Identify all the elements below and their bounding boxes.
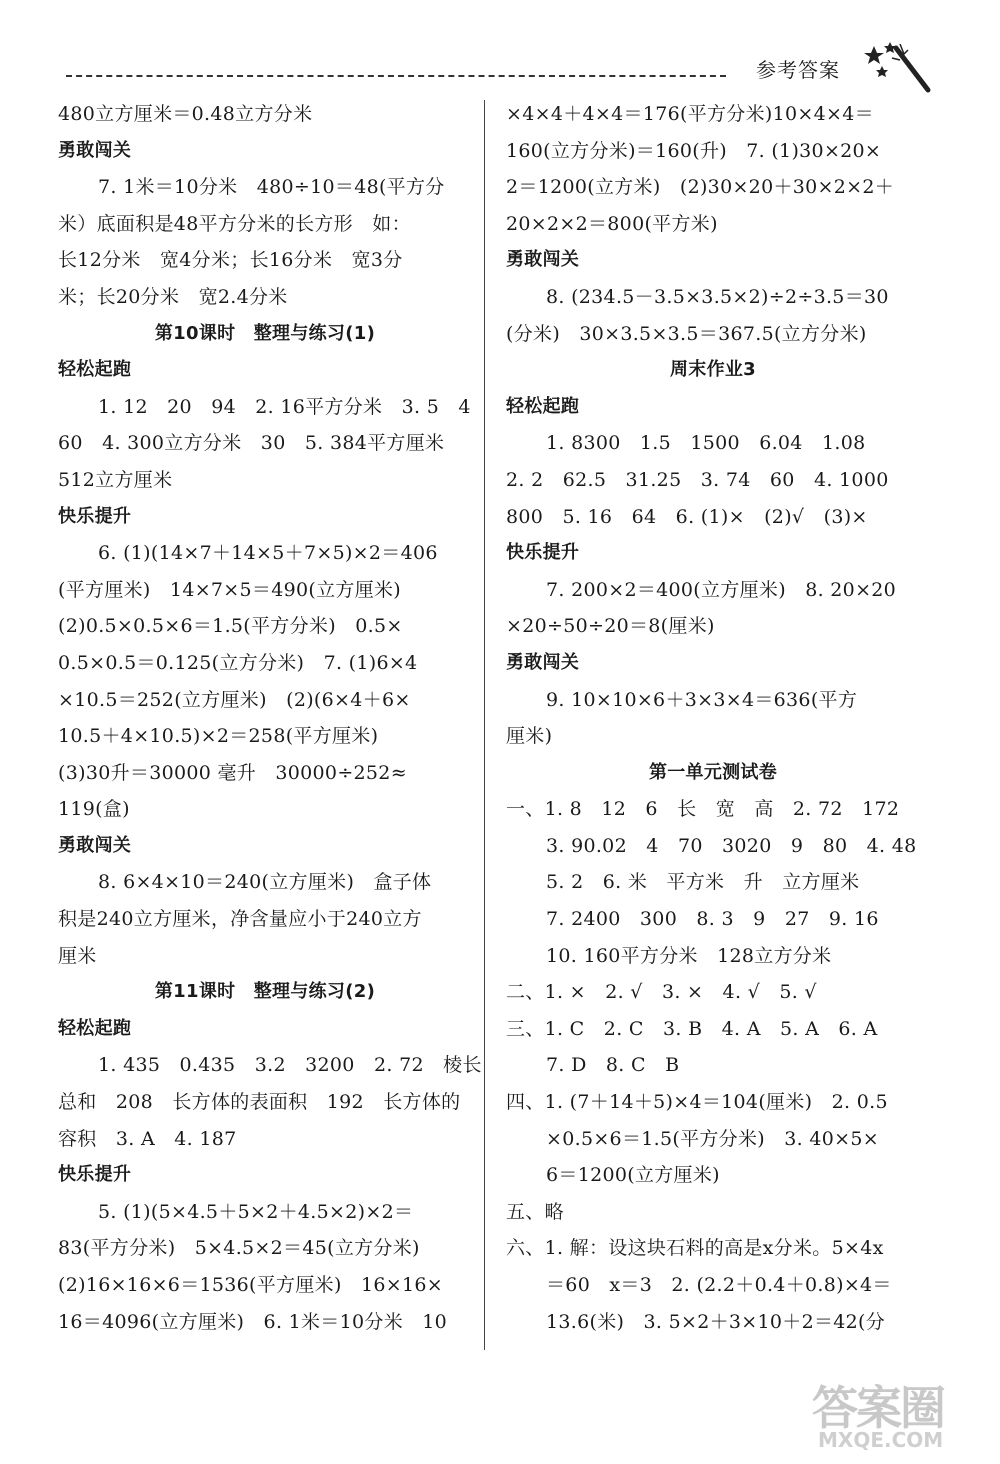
lesson-title: 周末作业3 xyxy=(669,359,757,381)
answer-line: 二、1. × 2. √ 3. × 4. √ 5. √ xyxy=(506,981,817,1004)
answer-line: 1. 435 0.435 3.2 3200 2. 72 棱长 xyxy=(98,1054,482,1077)
answer-line: 480立方厘米＝0.48立方分米 xyxy=(58,103,313,125)
answer-line: 容积 3. A 4. 187 xyxy=(58,1127,237,1150)
section-heading: 勇敢闯关 xyxy=(58,834,132,856)
answer-line: 5. (1)(5×4.5＋5×2＋4.5×2)×2＝ xyxy=(98,1200,414,1223)
section-heading: 轻松起跑 xyxy=(506,395,580,417)
answer-line: 9. 10×10×6＋3×3×4＝636(平方 xyxy=(546,688,858,711)
answer-line: 10.5＋4×10.5)×2＝258(平方厘米) xyxy=(58,725,379,748)
answer-line: 160(立方分米)＝160(升) 7. (1)30×20× xyxy=(506,139,882,162)
answer-line: 60 4. 300立方分米 30 5. 384平方厘米 xyxy=(58,432,445,455)
lesson-title: 第11课时 整理与练习(2) xyxy=(154,981,376,1003)
answer-line: 512立方厘米 xyxy=(58,468,173,491)
page-header xyxy=(66,40,946,100)
answer-line: 83(平方分米) 5×4.5×2＝45(立方分米) xyxy=(58,1237,420,1260)
section-heading: 轻松起跑 xyxy=(58,1017,132,1039)
answer-line: (平方厘米) 14×7×5＝490(立方厘米) xyxy=(58,578,402,601)
magic-wand-icon xyxy=(856,40,946,100)
section-heading: 快乐提升 xyxy=(58,1164,132,1186)
section-heading: 快乐提升 xyxy=(506,542,580,564)
section-heading: 快乐提升 xyxy=(58,505,132,527)
section-heading: 轻松起跑 xyxy=(58,359,132,381)
answer-line: 16＝4096(立方厘米) 6. 1米＝10分米 10 xyxy=(58,1310,448,1333)
answer-line: 7. 200×2＝400(立方厘米) 8. 20×20 xyxy=(546,578,897,601)
answer-line: 10. 160平方分米 128立方分米 xyxy=(546,944,832,967)
answer-line: 1. 12 20 94 2. 16平方分米 3. 5 4 xyxy=(98,395,471,418)
answer-line: 长12分米 宽4分米；长16分米 宽3分 xyxy=(58,249,403,272)
answer-line: 总和 208 长方体的表面积 192 长方体的 xyxy=(58,1091,461,1114)
left-column xyxy=(58,96,482,1340)
watermark-logo xyxy=(812,1372,982,1457)
answer-line: 6. (1)(14×7＋14×5＋7×5)×2＝406 xyxy=(98,542,438,565)
answer-line: 米；长20分米 宽2.4分米 xyxy=(58,285,288,308)
answer-line: ×0.5×6＝1.5(平方分米) 3. 40×5× xyxy=(546,1127,879,1150)
answer-line: ×10.5＝252(立方厘米) (2)(6×4＋6× xyxy=(58,688,411,711)
answer-line: 6＝1200(立方厘米) xyxy=(546,1164,720,1187)
section-heading: 勇敢闯关 xyxy=(506,651,580,673)
answer-line: (3)30升＝30000 毫升 30000÷252≈ xyxy=(58,761,407,784)
answer-line: 0.5×0.5＝0.125(立方分米) 7. (1)6×4 xyxy=(58,651,418,674)
answer-line: 一、1. 8 12 6 长 宽 高 2. 72 172 xyxy=(506,798,900,821)
answer-line: 8. 6×4×10＝240(立方厘米) 盒子体 xyxy=(98,871,432,894)
answer-line: 2＝1200(立方米) (2)30×20＋30×2×2＋ xyxy=(506,176,895,199)
header-title: 参考答案 xyxy=(756,58,840,82)
answer-line: 厘米 xyxy=(58,944,97,967)
lesson-title: 第一单元测试卷 xyxy=(648,761,778,783)
answer-line: 四、1. (7＋14＋5)×4＝104(厘米) 2. 0.5 xyxy=(506,1091,888,1114)
section-heading: 勇敢闯关 xyxy=(58,139,132,161)
answer-line: 800 5. 16 64 6. (1)× (2)√ (3)× xyxy=(506,505,868,528)
answer-line: 13.6(米) 3. 5×2＋3×10＋2＝42(分 xyxy=(546,1310,886,1333)
answer-line: 3. 90.02 4 70 3020 9 80 4. 48 xyxy=(546,834,917,857)
answer-line: 5. 2 6. 米 平方米 升 立方厘米 xyxy=(546,871,860,894)
answer-line: ×20÷50÷20＝8(厘米) xyxy=(506,615,715,638)
answer-line: (分米) 30×3.5×3.5＝367.5(立方分米) xyxy=(506,322,867,345)
header-dashed-rule xyxy=(66,75,726,77)
answer-line: ×4×4＋4×4＝176(平方分米)10×4×4＝ xyxy=(506,103,874,125)
lesson-title: 第10课时 整理与练习(1) xyxy=(154,322,376,344)
answer-line: 7. D 8. C B xyxy=(546,1054,680,1077)
right-column xyxy=(506,96,920,1340)
watermark-sub: MXQE.COM xyxy=(818,1428,944,1452)
answer-line: ＝60 x＝3 2. (2.2＋0.4＋0.8)×4＝ xyxy=(546,1274,892,1296)
answer-line: 119(盒) xyxy=(58,798,130,821)
answer-line: 三、1. C 2. C 3. B 4. A 5. A 6. A xyxy=(506,1017,878,1040)
watermark-main: 答案圈 xyxy=(812,1381,944,1435)
answer-line: 厘米) xyxy=(506,725,553,748)
answer-line: 米）底面积是48平方分米的长方形 如： xyxy=(58,212,411,235)
answer-line: 7. 2400 300 8. 3 9 27 9. 16 xyxy=(546,908,879,931)
answer-line: (2)16×16×6＝1536(平方厘米) 16×16× xyxy=(58,1274,443,1296)
answer-line: 六、1. 解：设这块石料的高是x分米。5×4x xyxy=(506,1237,884,1260)
answer-line: 积是240立方厘米，净含量应小于240立方 xyxy=(58,908,422,931)
answer-line: 五、略 xyxy=(506,1200,564,1223)
answer-line: (2)0.5×0.5×6＝1.5(平方分米) 0.5× xyxy=(58,615,403,638)
answer-line: 20×2×2＝800(平方米) xyxy=(506,212,718,235)
column-divider xyxy=(484,100,485,1350)
answer-line: 7. 1米＝10分米 480÷10＝48(平方分 xyxy=(98,176,445,199)
answer-line: 1. 8300 1.5 1500 6.04 1.08 xyxy=(546,432,866,455)
answer-line: 8. (234.5－3.5×3.5×2)÷2÷3.5＝30 xyxy=(546,285,889,308)
section-heading: 勇敢闯关 xyxy=(506,249,580,271)
answer-line: 2. 2 62.5 31.25 3. 74 60 4. 1000 xyxy=(506,468,889,491)
